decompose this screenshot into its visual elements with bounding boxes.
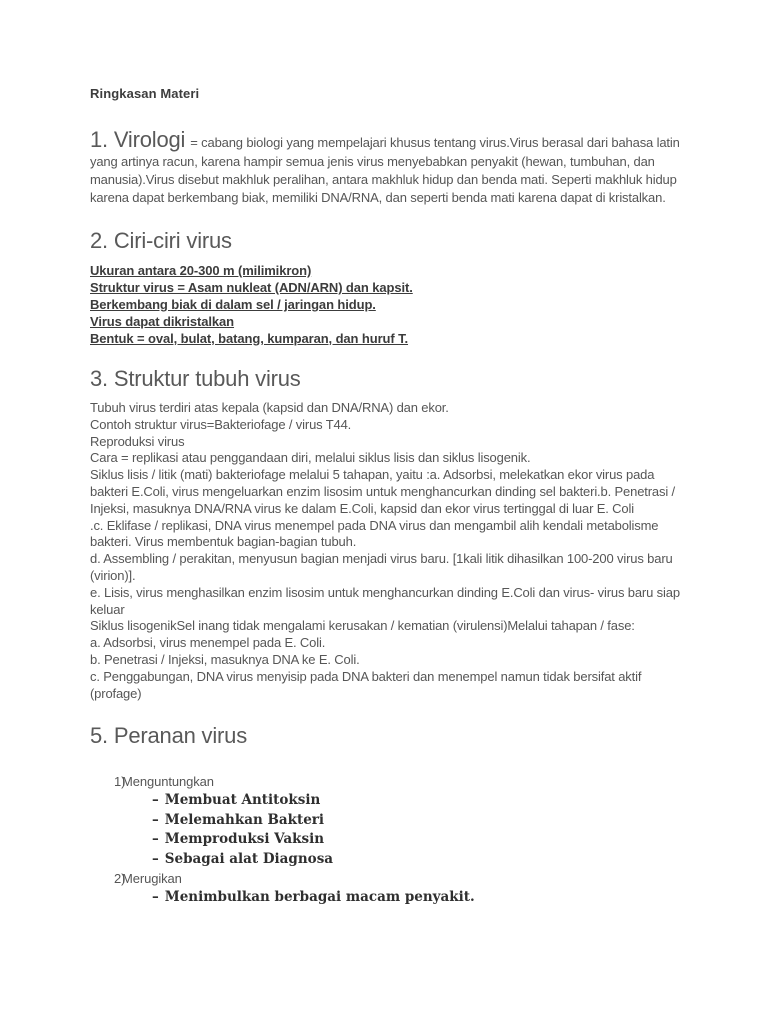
struktur-paragraph: b. Penetrasi / Injeksi, masuknya DNA ke E. Coli.	[90, 651, 360, 667]
peranan-subitem	[90, 888, 686, 908]
section-virologi-paragraph: = cabang biologi yang mempelajari khusus tentang virus.Virus berasal dari bahasa latin yang artinya racun, karena hampir semua jenis virus menyebabkan penyakit (hewan, tumbuhan, dan manusia).Virus disebut makhluk peralihan, antara makhluk hidup dan benda mati. Seperti makhluk hidup karena dapat berkembang biak, memiliki DNA/RNA, dan seperti benda mati karena dapat di kristalkan.	[90, 135, 680, 205]
peranan-item-menguntungkan	[90, 772, 686, 791]
list-number: 2)	[114, 871, 126, 887]
dash-bullet: –	[152, 792, 159, 809]
ciri-line: Bentuk = oval, bulat, batang, kumparan, dan huruf T.	[90, 331, 409, 346]
struktur-paragraph: d. Assembling / perakitan, menyusun bagian menjadi virus baru. [1kali litik dihasilkan 100-200 virus baru (virion)].	[90, 551, 673, 583]
struktur-paragraph: Cara = replikasi atau penggandaan diri, melalui siklus lisis dan siklus lisogenik.	[90, 450, 531, 466]
list-label: Menguntungkan	[122, 774, 214, 790]
struktur-paragraph: Siklus lisis / litik (mati) bakteriofage melalui 5 tahapan, yaitu :a. Adsorbsi, melekatkan ekor virus pada bakteri E.Coli, virus mengeluarkan enzim lisosim untuk menghancurkan dinding sel bakteri.b. Penetrasi / Injeksi, masuknya DNA/RNA virus ke dalam E.Coli, kapsid dan ekor virus tertinggal di luar E. Coli	[90, 467, 676, 516]
section-ciri-heading: 2. Ciri-ciri virus	[90, 228, 232, 253]
dash-bullet: –	[152, 811, 159, 828]
peranan-subitem-text: Menimbulkan berbagai macam penyakit.	[164, 889, 475, 906]
section-peranan-heading: 5. Peranan virus	[90, 723, 247, 749]
struktur-paragraph: Contoh struktur virus=Bakteriofage / virus T44.	[90, 416, 352, 432]
peranan-subitem	[90, 850, 686, 870]
struktur-paragraph: .c. Eklifase / replikasi, DNA virus menempel pada DNA virus dan mengambil alih kendali metabolisme bakteri. Virus membentuk bagian-bagian tubuh.	[90, 517, 659, 550]
peranan-list	[90, 772, 686, 908]
section-virologi	[90, 127, 686, 207]
peranan-subitem	[90, 791, 686, 811]
peranan-item-merugikan	[90, 869, 686, 888]
struktur-paragraph: e. Lisis, virus menghasilkan enzim lisosim untuk menghancurkan dinding E.Coli dan virus- virus baru siap keluar	[90, 584, 680, 617]
section-virologi-heading: 1. Virologi	[90, 127, 186, 152]
peranan-subitem	[90, 811, 686, 831]
document-title: Ringkasan Materi	[90, 86, 200, 101]
dash-bullet: –	[152, 889, 159, 906]
peranan-subitem-text: Melemahkan Bakteri	[164, 811, 325, 828]
ciri-line: Ukuran antara 20-300 m (milimikron)	[90, 263, 312, 278]
section-struktur	[90, 366, 686, 702]
struktur-paragraph: a. Adsorbsi, virus menempel pada E. Coli.	[90, 635, 326, 651]
peranan-subitem-text: Memproduksi Vaksin	[164, 831, 325, 848]
section-ciri	[90, 228, 686, 347]
dash-bullet: –	[152, 850, 159, 867]
peranan-subitem-text: Membuat Antitoksin	[164, 792, 321, 809]
ciri-line-list	[90, 262, 686, 347]
list-number: 1)	[114, 774, 126, 790]
list-label: Merugikan	[122, 871, 182, 887]
ciri-line: Struktur virus = Asam nukleat (ADN/ARN) dan kapsit.	[90, 280, 413, 295]
struktur-paragraph: Reproduksi virus	[90, 433, 185, 449]
struktur-paragraph: c. Penggabungan, DNA virus menyisip pada DNA bakteri dan menempel namun tidak bersifat aktif (profage)	[90, 668, 642, 701]
ciri-line: Berkembang biak di dalam sel / jaringan hidup.	[90, 297, 376, 312]
struktur-paragraph: Tubuh virus terdiri atas kepala (kapsid dan DNA/RNA) dan ekor.	[90, 400, 449, 415]
dash-bullet: –	[152, 831, 159, 848]
section-peranan	[90, 723, 686, 908]
section-struktur-heading: 3. Struktur tubuh virus	[90, 366, 301, 391]
peranan-subitem-text: Sebagai alat Diagnosa	[164, 850, 334, 867]
struktur-paragraph: Siklus lisogenikSel inang tidak mengalami kerusakan / kematian (virulensi)Melalui tahapan / fase:	[90, 618, 635, 634]
peranan-subitem	[90, 830, 686, 850]
struktur-paragraph-list	[90, 400, 686, 702]
ciri-line: Virus dapat dikristalkan	[90, 314, 235, 329]
